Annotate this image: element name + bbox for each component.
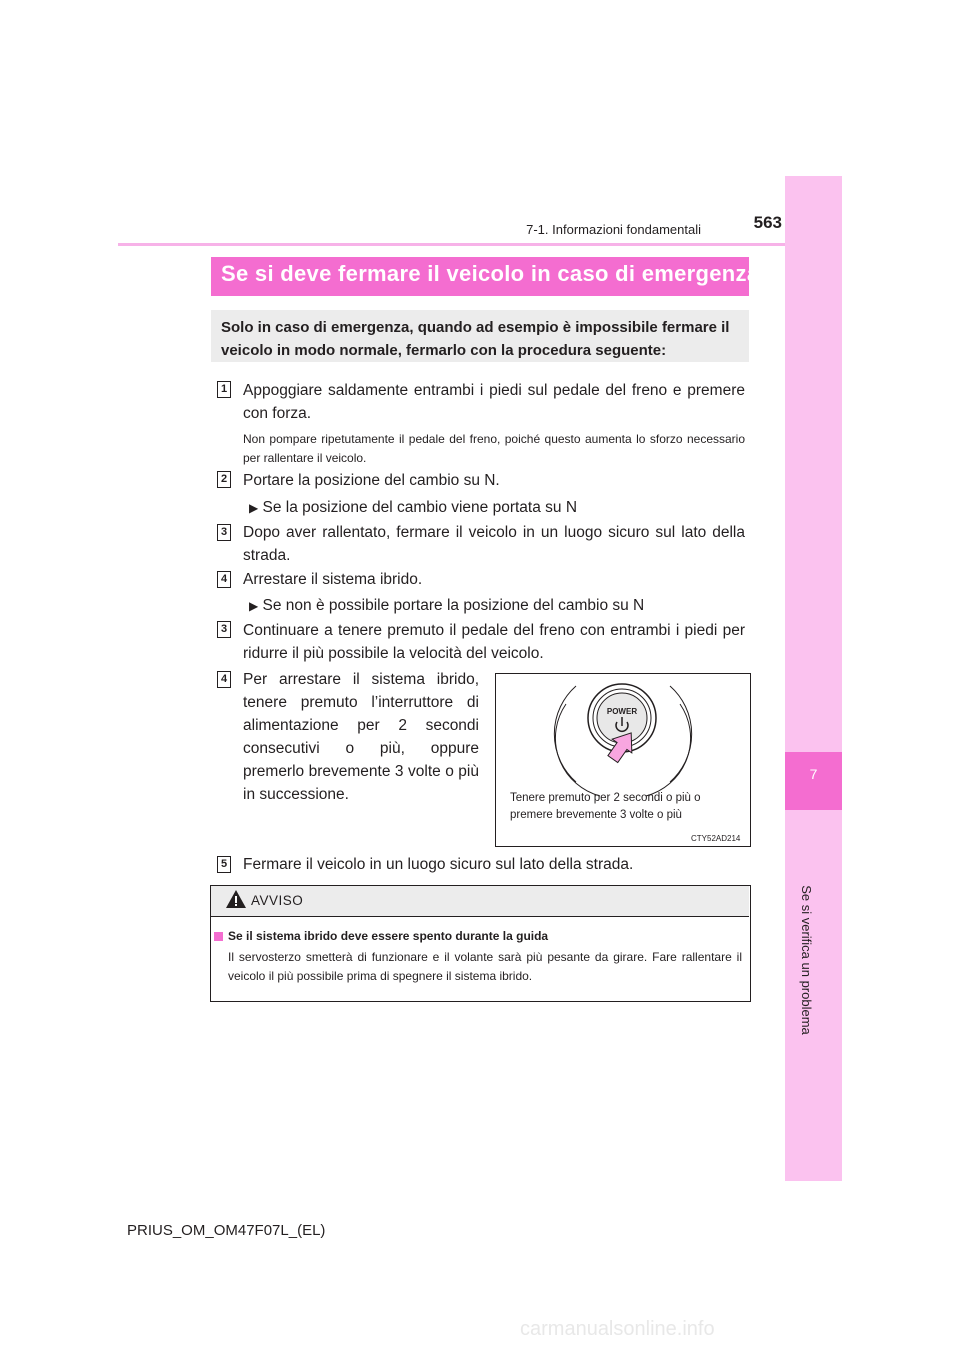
figure-caption: Tenere premuto per 2 secondi o più o premere brevemente 3 volte o più [510, 792, 701, 821]
page-number: 563 [753, 213, 782, 232]
step-text: Portare la posizione del cambio su N. [243, 472, 500, 489]
step-text: Dopo aver rallentato, fermare il veicolo in un luogo sicuro sul lato della strada. [243, 524, 745, 564]
watermark: carmanualsonline.info [520, 1318, 715, 1340]
step-badge: 4 [217, 571, 231, 588]
warning-subtitle: Se il sistema ibrido deve essere spento durante la guida [228, 929, 549, 943]
step-text: Appoggiare saldamente entrambi i piedi sul pedale del freno e premere con forza. [243, 382, 745, 422]
step-badge: 3 [217, 621, 231, 638]
triangle-arrow-icon: ▶ [249, 599, 259, 613]
condition-item: ▶ Se non è possibile portare la posizione del cambio su N [249, 597, 645, 614]
intro-text: Solo in caso di emergenza, quando ad esempio è impossibile fermare il veicolo in modo normale, fermarlo con la procedura seguente: [221, 319, 730, 359]
warning-triangle-icon [225, 889, 247, 909]
svg-text:POWER: POWER [606, 707, 638, 716]
step-badge: 5 [217, 856, 231, 873]
footer-code: PRIUS_OM_OM47F07L_(EL) [127, 1222, 326, 1239]
step-text: Arrestare il sistema ibrido. [243, 571, 423, 588]
step-text: Continuare a tenere premuto il pedale del freno con entrambi i piedi per ridurre il più possibile la velocità del veicolo. [243, 622, 745, 662]
header-rule [118, 243, 785, 246]
step-badge: 3 [217, 524, 231, 541]
condition-item: ▶ Se la posizione del cambio viene portata su N [249, 499, 578, 516]
page-title: Se si deve fermare il veicolo in caso di emergenza [221, 261, 760, 286]
chapter-number: 7 [809, 766, 818, 782]
step-text: Fermare il veicolo in un luogo sicuro sul lato della strada. [243, 856, 634, 873]
triangle-arrow-icon: ▶ [249, 501, 259, 515]
step-note: Non pompare ripetutamente il pedale del freno, poiché questo aumenta lo sforzo necessario per rallentare il veicolo. [243, 432, 745, 465]
step-badge: 1 [217, 381, 231, 398]
bullet-square-icon [214, 932, 223, 941]
step-badge: 2 [217, 471, 231, 488]
warning-body: Il servosterzo smetterà di funzionare e il volante sarà più pesante da girare. Fare rallentare il veicolo il più possibile prima di spegnere il sistema ibrido. [228, 950, 742, 983]
section-title: 7-1. Informazioni fondamentali [526, 222, 701, 237]
step-text: Per arrestare il sistema ibrido, tenere premuto l’interruttore di alimentazione per 2 secondi consecutivi o più, oppure premerlo brevemente 3 volte o più in successione. [243, 671, 479, 803]
figure-code: CTY52AD214 [691, 834, 741, 843]
warning-title: AVVISO [251, 893, 304, 908]
chapter-title: Se si verifica un problema [799, 885, 814, 1035]
step-badge: 4 [217, 671, 231, 688]
